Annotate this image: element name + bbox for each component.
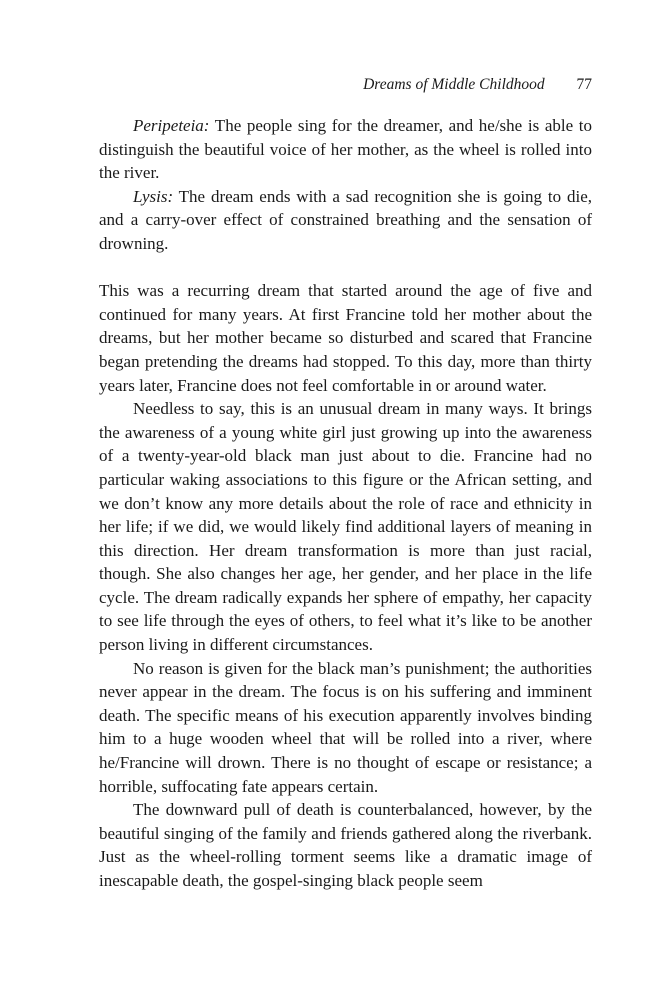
- page-number: 77: [576, 76, 592, 93]
- stage-term: Peripeteia:: [133, 116, 210, 135]
- stage-term: Lysis:: [133, 186, 174, 206]
- paragraph: The downward pull of death is counterbalanced, however, by the beautiful singing of the family and friends gathered along the riverbank. Just as the wheel-rolling torment seems like a dramatic image of inescapable death, the gospel-singing black people seem: [99, 800, 592, 890]
- stage-peripeteia: [99, 114, 592, 185]
- body-text: [99, 114, 592, 893]
- paragraph: This was a recurring dream that started around the age of five and continued for many years. At first Francine told her mother about the dreams, but her mother became so disturbed and scared that Francine began pretending the dreams had stopped. To this day, more than thirty years later, Francine does not feel comfortable in or around water.: [99, 281, 592, 395]
- paragraph: No reason is given for the black man’s punishment; the authorities never appear in the dream. The focus is on his suffering and imminent death. The specific means of his execution apparently involves binding him to a huge wooden wheel that will be rolled into a river, where he/Francine will drown. There is no thought of escape or resistance; a horrible, suffocating fate appears certain.: [99, 658, 592, 796]
- stage-description: The people sing for the dreamer, and he/she is able to distinguish the beautiful voice of her mother, as the wheel is rolled into the river.: [99, 116, 592, 183]
- stage-description: The dream ends with a sad recognition she is going to die, and a carry-over effect of constrained breathing and the sensation of drowning.: [99, 186, 592, 253]
- stage-lysis: [99, 185, 592, 256]
- running-head: [363, 76, 592, 94]
- paragraph: Needless to say, this is an unusual dream in many ways. It brings the awareness of a young white girl just growing up into the awareness of a twenty-year-old black man just about to die. Francine had no particular waking associations to this figure or the African setting, and we don’t know any more details about the role of race and ethnicity in her life; if we did, we would likely find additional layers of meaning in this direction. Her dream transformation is more than just racial, though. She also changes her age, her gender, and her place in the life cycle. The dream radically expands her sphere of empathy, her capacity to see life through the eyes of others, to feel what it’s like to be another person living in different circumstances.: [99, 399, 592, 655]
- running-title: Dreams of Middle Childhood: [363, 76, 545, 93]
